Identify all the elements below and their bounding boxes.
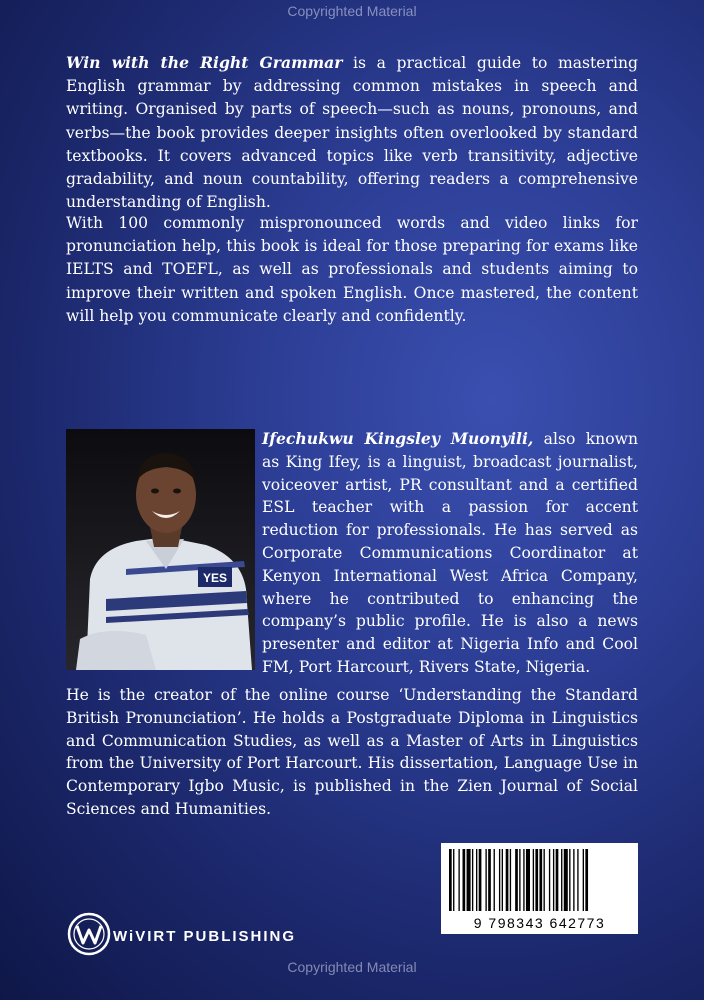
- barcode-bar: [463, 849, 466, 911]
- barcode-bar: [577, 849, 578, 911]
- barcode-bar: [467, 849, 471, 911]
- barcode-bar: [494, 849, 495, 911]
- watermark-bottom: Copyrighted Material: [287, 959, 417, 975]
- barcode-bar: [515, 849, 518, 911]
- watermark-top: Copyrighted Material: [287, 3, 417, 19]
- barcode-bar: [472, 849, 473, 911]
- blurb-paragraph-1-text: is a practical guide to mastering English grammar by addressing common mistakes in speech and writing. Organised by parts of speech—such as nouns, pronouns, and verbs—the book provides deeper insights often overlooked by standard textbooks. It covers advanced topics like verb transitivity, adjective gradability, and noun countability, offering readers a comprehensive understanding of English.: [66, 54, 638, 212]
- barcode-bar: [526, 849, 530, 911]
- barcode-bar: [523, 849, 524, 911]
- barcode-bar: [510, 849, 511, 911]
- barcode-bar: [519, 849, 520, 911]
- barcode-bar: [553, 849, 554, 911]
- barcode-bar: [453, 849, 454, 911]
- barcode-bar: [535, 849, 538, 911]
- barcode-bar: [506, 849, 509, 911]
- barcode-bar: [485, 849, 486, 911]
- author-name: Ifechukwu Kingsley Muonyili,: [262, 429, 534, 448]
- barcode-bar: [476, 849, 477, 911]
- barcode-bar: [502, 849, 503, 911]
- barcode-bar: [573, 849, 574, 911]
- barcode-bar: [479, 849, 482, 911]
- barcode-bar: [561, 849, 562, 911]
- barcode-bar: [585, 849, 588, 911]
- barcode-bar: [488, 849, 491, 911]
- barcode-bars: [441, 843, 638, 913]
- author-bio-part-1: [262, 428, 638, 679]
- author-bio-part-2: He is the creator of the online course ‘Understanding the Standard British Pronunciation’. He holds a Postgraduate Diploma in Linguistics and Communication Studies, as well as a Master of Arts in Linguistics from the University of Port Harcourt. His dissertation, Language Use in Contemporary Igbo Music, is published in the Zien Journal of Social Sciences and Humanities.: [66, 686, 638, 818]
- barcode-bar: [533, 849, 534, 911]
- author-bio-part-1-text: also known as King Ifey, is a linguist, broadcast journalist, voiceover artist, PR consultant and a certified ESL teacher with a passion for accent reduction for professionals. He has served as Corporate Communications Coordinator at Kenyon International West Africa Company, where he contributed to enhancing the company’s public profile. He is also a news presenter and editor at Nigeria Info and Cool FM, Port Harcourt, Rivers State, Nigeria.: [262, 430, 638, 676]
- blurb-paragraph-2: With 100 commonly mispronounced words and video links for pronunciation help, this book is ideal for those preparing for exams like IELTS and TOEFL, as well as professionals and students aiming to improve their written and spoken English. Once mastered, the content will help you communicate clearly and confidently.: [66, 214, 638, 325]
- barcode-bar: [569, 849, 570, 911]
- barcode-bar: [458, 849, 459, 911]
- barcode-bar: [549, 849, 550, 911]
- barcode-bar: [583, 849, 584, 911]
- blurb-paragraph-1: [66, 51, 638, 214]
- isbn-number: 9 798343 642773: [473, 915, 606, 931]
- barcode-bar: [449, 849, 452, 911]
- barcode-bar: [499, 849, 500, 911]
- author-photo: [66, 429, 255, 670]
- publisher-logo-icon: [66, 911, 112, 961]
- barcode-bar: [539, 849, 542, 911]
- book-title: Win with the Right Grammar: [66, 53, 343, 72]
- shirt-logo: YES: [202, 571, 228, 585]
- author-portrait-illustration: [66, 429, 255, 670]
- barcode-bar: [556, 849, 559, 911]
- barcode-bar: [564, 849, 568, 911]
- barcode-bar: [544, 849, 545, 911]
- publisher-name: WiVIRT PUBLISHING: [113, 928, 297, 945]
